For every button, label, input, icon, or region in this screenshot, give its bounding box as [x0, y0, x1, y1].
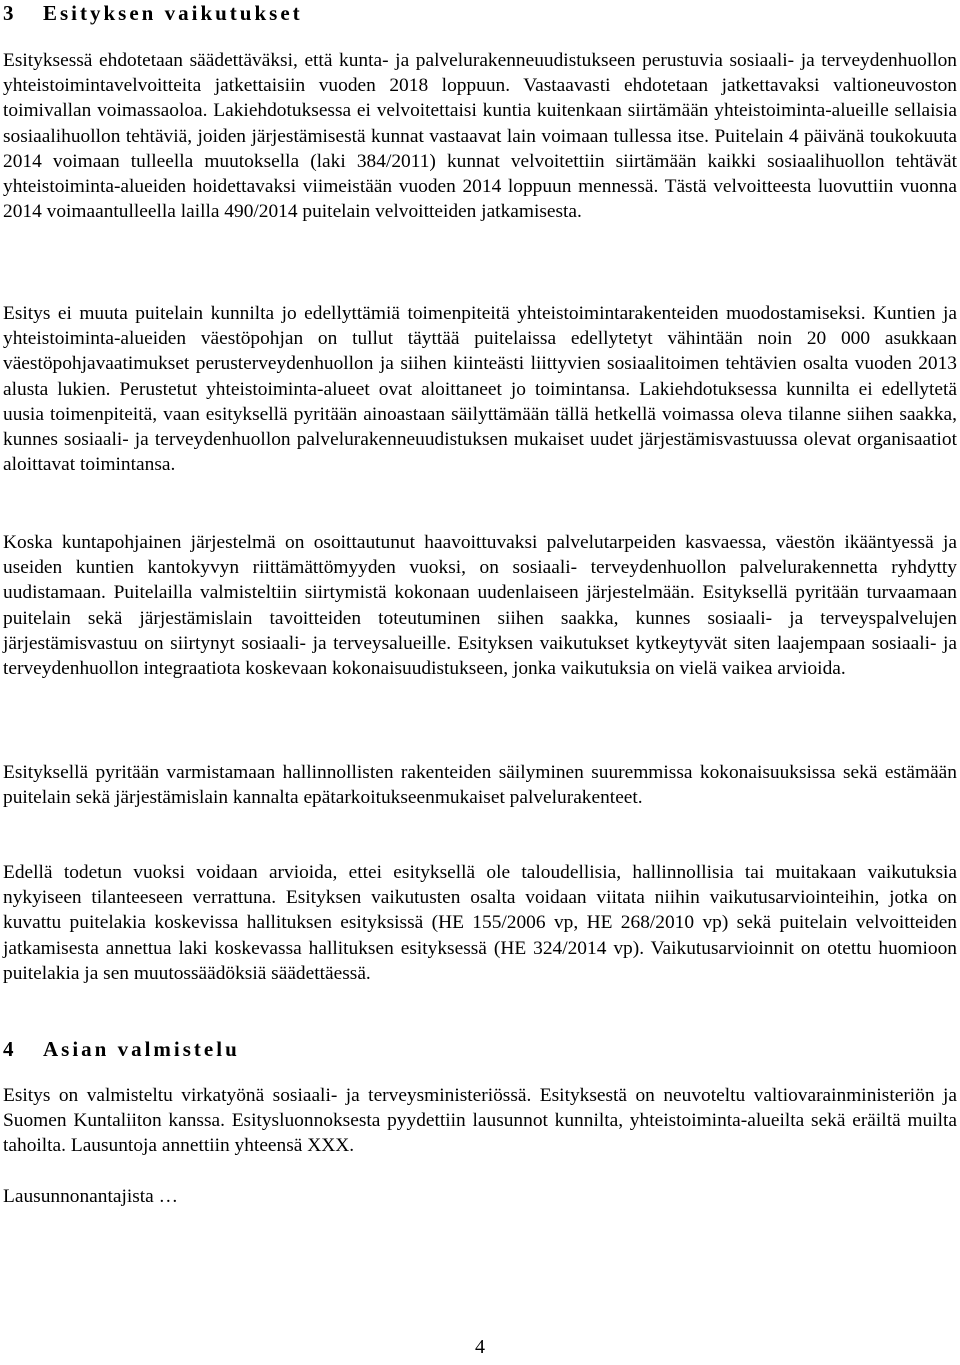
- paragraph: Esitys ei muuta puitelain kunnilta jo edellyttämiä toimenpiteitä yhteistoimintarakenteiden muodostamiseksi. Kuntien ja yhteistoiminta-alueiden väestöpohjan on tullut täyttää puitelaissa edellytetyt vähintään noin 20 000 asukkaan väestöpohjavaatimukset perusterveydenhuollon ja siihen kiinteästi liittyvien sosiaalitoimen tehtävien osalta vuoden 2013 alusta lukien. Perustetut yhteistoiminta-alueet ovat aloittaneet jo toimintansa. Lakiehdotuksessa kunnilta ei edellytetä uusia toimenpiteitä, vaan esityksellä pyritään ainoastaan säilyttämään tällä hetkellä voimassa oleva tilanne siihen saakka, kunnes sosiaali- ja terveydenhuollon palvelurakenneuudistuksen mukaiset uudet järjestämisvastuussa olevat organisaatiot aloittavat toimintansa.: [3, 303, 957, 476]
- page-number: 4: [475, 1336, 485, 1358]
- section-number: 4: [3, 1037, 17, 1061]
- paragraph: Esityksessä ehdotetaan säädettäväksi, että kunta- ja palvelurakenneuudistukseen perustuvia sosiaali- ja terveydenhuollon yhteistoimintavelvoitteita jatkettaisiin vuoden 2018 loppuun. Vastaavasti ehdotetaan jatkettavaksi valtioneuvoston toimivallan voimassaoloa. Lakiehdotuksessa ei velvoitettaisi kuntia kuitenkaan siirtämään yhteistoiminta-alueille sellaisia sosiaalihuollon tehtäviä, joiden järjestämisestä kunnat vastaavat lain voimaan tullessa itse. Puitelain 4 päivänä toukokuuta 2014 voimaan tulleella muutoksella (laki 384/2011) kunnat velvoitettiin siirtämään kaikki sosiaalihuollon tehtävät yhteistoiminta-alueiden hoidettavaksi viimeistään vuoden 2014 loppuun mennessä. Tästä velvoitteesta luovuttiin vuonna 2014 voimaantulleella lailla 490/2014 puitelain velvoitteiden jatkamisesta.: [3, 50, 957, 223]
- paragraph: Esitys on valmisteltu virkatyönä sosiaali- ja terveysministeriössä. Esityksestä on neuvoteltu valtiovarainministeriön ja Suomen Kuntaliiton kanssa. Esitysluonnoksesta pyydettiin lausunnot kunnilta, yhteistoiminta-alueilta sekä eräiltä muilta tahoilta. Lausuntoja annettiin yhteensä XXX.: [3, 1085, 957, 1157]
- paragraph: Edellä todetun vuoksi voidaan arvioida, ettei esityksellä ole taloudellisia, hallinnollisia tai muitakaan vaikutuksia nykyiseen tilanteeseen verrattuna. Esityksen vaikutusten osalta voidaan viitata niihin vaikutusarviointeihin, jotka on kuvattu puitelakia koskevissa hallituksen esityksissä (HE 155/2006 vp, HE 268/2010 vp) sekä puitelain velvoitteiden jatkamisesta annettua laki koskevassa hallituksen esityksessä (HE 324/2014 vp). Vaikutusarvioinnit on otettu huomioon puitelakia ja sen muutossäädöksiä säädettäessä.: [3, 862, 957, 984]
- paragraph: Esityksellä pyritään varmistamaan hallinnollisten rakenteiden säilyminen suuremmissa kokonaisuuksissa sekä estämään puitelain sekä järjestämislain kannalta epätarkoitukseenmukaiset palvelurakenteet.: [3, 762, 957, 809]
- section-heading: [3, 0, 303, 26]
- section-heading: [3, 1036, 240, 1062]
- section-title: Asian valmistelu: [43, 1037, 240, 1061]
- section-number: 3: [3, 1, 17, 25]
- section-title: Esityksen vaikutukset: [43, 1, 303, 25]
- paragraph: Lausunnonantajista …: [3, 1186, 179, 1207]
- paragraph: Koska kuntapohjainen järjestelmä on osoittautunut haavoittuvaksi palvelutarpeiden kasvaessa, väestön ikääntyessä ja useiden kuntien kantokyvyn riittämättömyyden vuoksi, on sosiaali- terveydenhuollon palvelurakennetta ryhdytty uudistamaan. Puitelailla valmisteltiin siirtymistä kokonaan uudenlaiseen järjestelmään. Esityksellä pyritään turvaamaan puitelain sekä järjestämislain tavoitteiden toteutuminen siihen saakka, kunnes sosiaali- ja terveyspalvelujen järjestämisvastuu on siirtynyt sosiaali- ja terveysalueille. Esityksen vaikutukset kytkeytyvät siten laajempaan sosiaali- ja terveydenhuollon integraatiota koskevaan kokonaisuudistukseen, jonka vaikutuksia on vielä vaikea arvioida.: [3, 532, 957, 680]
